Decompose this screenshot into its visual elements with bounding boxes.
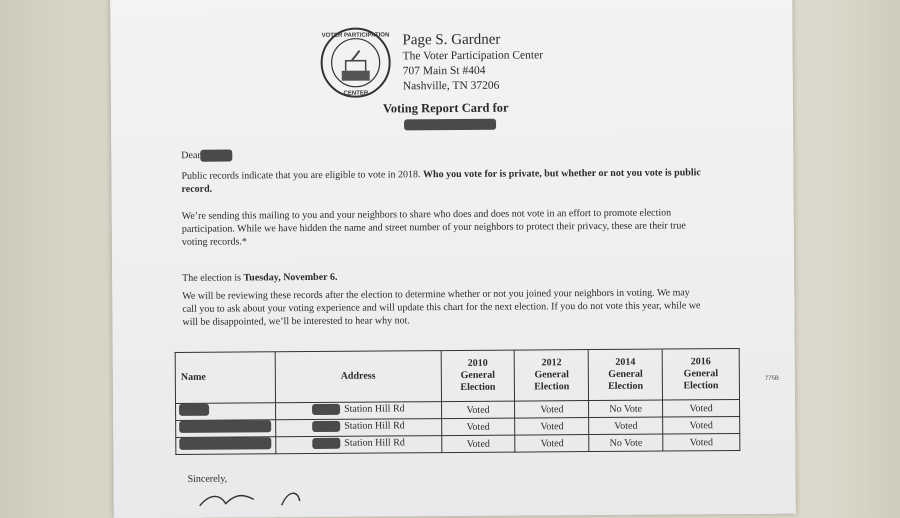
name-cell <box>176 403 276 421</box>
vote-2012-cell: Voted <box>515 401 589 419</box>
paragraph-election-date <box>182 268 702 285</box>
paragraph3-text: The election is <box>182 272 244 284</box>
vote-2010-cell: Voted <box>441 435 515 453</box>
address-cell: Station Hill Rd <box>276 402 442 420</box>
house-number-redaction <box>312 438 340 449</box>
signature <box>196 487 336 508</box>
name-cell <box>176 420 276 438</box>
report-title: Voting Report Card for <box>382 100 509 116</box>
name-redaction <box>179 437 271 450</box>
voting-records-table <box>175 348 741 455</box>
greeting-name-redaction <box>201 150 233 162</box>
sender-name: Page S. Gardner <box>402 31 501 49</box>
vote-2010-cell: Voted <box>441 418 515 436</box>
sender-city: Nashville, TN 37206 <box>402 79 500 93</box>
sender-org: The Voter Participation Center <box>402 49 544 63</box>
paragraph-public-records <box>181 166 701 196</box>
table-row <box>176 434 740 455</box>
name-redaction <box>179 420 271 433</box>
election-date: Tuesday, November 6. <box>243 271 338 284</box>
vote-2010-cell: Voted <box>441 401 515 419</box>
address-cell: Station Hill Rd <box>276 436 442 454</box>
paragraph-review: We will be reviewing these records after the election to determine whether or not you joined your neighbors in voting. We may call you to ask about your voting experience and will update this chart for the next election. If you do not vote this year, while we will be disappointed, we’ll be interested to hear why not. <box>182 287 701 328</box>
greeting-text: Dear <box>181 150 201 162</box>
seal-top-text: VOTER PARTICIPATION <box>321 32 390 39</box>
name-redaction <box>179 404 209 416</box>
vote-2014-cell: No Vote <box>589 400 663 418</box>
header-2016: 2016 General Election <box>662 349 739 401</box>
vote-2016-cell: Voted <box>663 400 740 418</box>
seal-bottom-text: CENTER <box>343 90 369 97</box>
vote-2014-cell: Voted <box>589 417 663 435</box>
header-name: Name <box>175 352 275 404</box>
name-cell <box>176 437 276 455</box>
letter-page <box>110 0 796 518</box>
vote-2016-cell: Voted <box>663 434 740 452</box>
address-cell: Station Hill Rd <box>276 419 442 437</box>
header-2012: 2012 General Election <box>515 350 589 402</box>
greeting <box>181 150 233 162</box>
vote-2016-cell: Voted <box>663 417 740 435</box>
side-code: 775B <box>764 375 779 382</box>
recipient-name-redaction <box>404 119 496 131</box>
paragraph1-text: Public records indicate that you are eligible to vote in 2018. <box>181 169 424 182</box>
table-header-row <box>175 349 739 404</box>
header-2010: 2010 General Election <box>441 350 515 402</box>
house-number-redaction <box>312 404 340 415</box>
paragraph-mailing: We’re sending this mailing to you and your neighbors to share who does and does not vote in an effort to promote election participation. While we have hidden the name and street number of your neighbors to protect their privacy, these are their true voting records.* <box>181 207 686 248</box>
vote-2012-cell: Voted <box>515 435 589 453</box>
sender-block <box>402 31 543 94</box>
house-number-redaction <box>312 421 340 432</box>
sender-street: 707 Main St #404 <box>402 64 486 78</box>
voter-participation-center-seal <box>319 26 392 99</box>
header-address: Address <box>275 351 441 403</box>
closing: Sincerely, <box>187 473 228 485</box>
paragraph1-bold: Who you vote for is private, but whether or not you vote is public record. <box>181 167 701 195</box>
vote-2014-cell: No Vote <box>589 434 663 452</box>
header-2014: 2014 General Election <box>588 349 662 401</box>
vote-2012-cell: Voted <box>515 418 589 436</box>
